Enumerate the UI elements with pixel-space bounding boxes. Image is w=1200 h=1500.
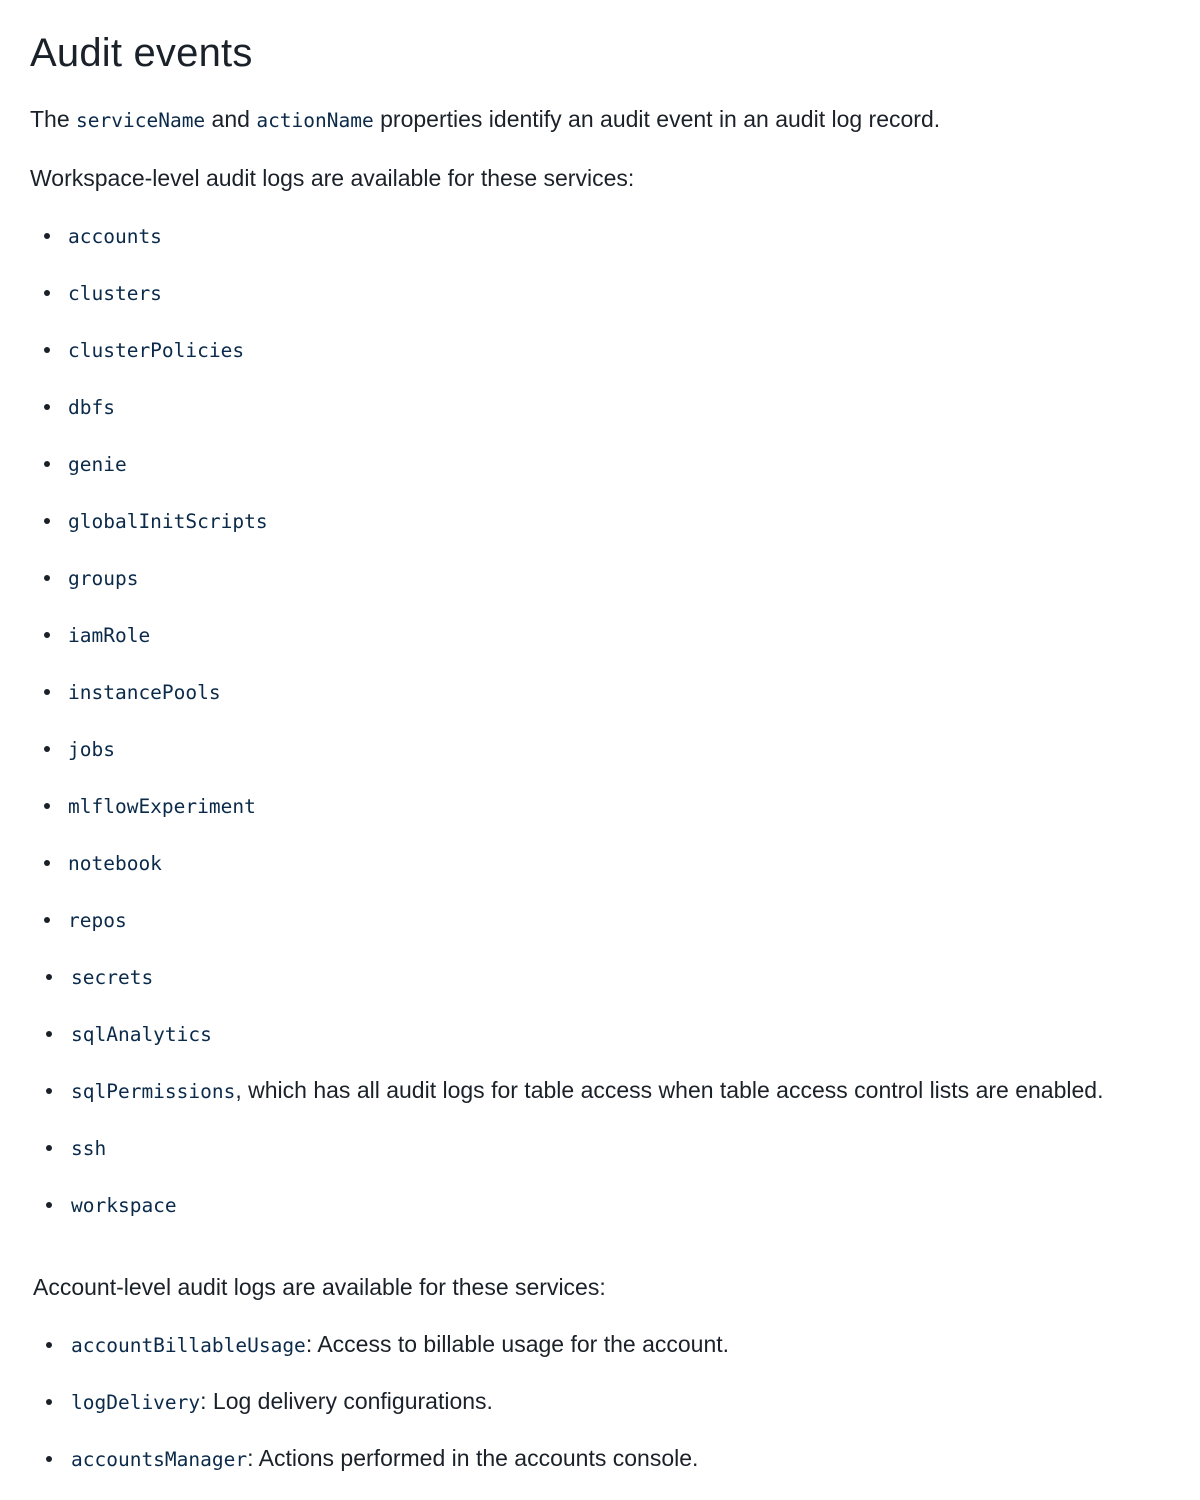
list-item <box>30 1075 1195 1132</box>
bullet-icon <box>46 1031 52 1037</box>
service-name-code: notebook <box>68 852 162 875</box>
list-item <box>30 1018 1195 1075</box>
workspace-services-list <box>30 220 1195 1246</box>
list-item <box>30 448 1195 505</box>
list-item <box>30 790 1195 847</box>
bullet-icon <box>46 1145 52 1151</box>
service-name-code: groups <box>68 567 139 590</box>
list-item <box>30 277 1195 334</box>
bullet-icon <box>44 860 50 866</box>
service-name-code: dbfs <box>68 396 115 419</box>
bullet-icon <box>44 689 50 695</box>
service-description: : Access to billable usage for the account. <box>305 1331 730 1357</box>
service-name-code: sqlPermissions <box>71 1080 236 1103</box>
bullet-icon <box>44 404 50 410</box>
list-item <box>30 1189 1195 1246</box>
bullet-icon <box>46 974 52 980</box>
page-title: Audit events <box>30 31 253 75</box>
service-name-code: instancePools <box>68 681 221 704</box>
list-item <box>30 562 1195 619</box>
bullet-icon <box>44 575 50 581</box>
service-name-code: mlflowExperiment <box>68 795 256 818</box>
bullet-icon <box>44 803 50 809</box>
bullet-icon <box>44 347 50 353</box>
bullet-icon <box>44 518 50 524</box>
bullet-icon <box>44 233 50 239</box>
list-item <box>30 505 1195 562</box>
intro-middle: and <box>205 106 257 132</box>
service-name-code: accountBillableUsage <box>71 1334 306 1357</box>
bullet-icon <box>46 1399 52 1405</box>
bullet-icon <box>44 632 50 638</box>
service-name-code: logDelivery <box>71 1391 201 1414</box>
bullet-icon <box>46 1342 52 1348</box>
service-name-code: ssh <box>71 1137 107 1160</box>
service-name-code: iamRole <box>68 624 151 647</box>
service-name-code: globalInitScripts <box>68 510 268 533</box>
list-item <box>30 619 1195 676</box>
service-description: : Log delivery configurations. <box>200 1388 493 1414</box>
list-item <box>30 391 1195 448</box>
bullet-icon <box>44 290 50 296</box>
service-name-code: genie <box>68 453 127 476</box>
workspace-intro: Workspace-level audit logs are available for these services: <box>30 165 635 191</box>
bullet-icon <box>44 917 50 923</box>
document-page <box>30 0 1195 1500</box>
bullet-icon <box>46 1088 52 1094</box>
service-name-code: accountsManager <box>71 1448 248 1471</box>
bullet-icon <box>44 746 50 752</box>
list-item <box>30 733 1195 790</box>
intro-suffix: properties identify an audit event in an audit log record. <box>373 106 941 132</box>
intro-paragraph <box>30 104 1195 136</box>
list-item <box>30 676 1195 733</box>
list-item <box>30 904 1195 961</box>
bullet-icon <box>46 1202 52 1208</box>
bullet-icon <box>44 461 50 467</box>
service-name-code: repos <box>68 909 127 932</box>
list-item <box>30 1132 1195 1189</box>
service-name-code: clusterPolicies <box>68 339 245 362</box>
code-service-name: serviceName <box>76 109 206 132</box>
account-intro: Account-level audit logs are available for these services: <box>33 1274 606 1300</box>
intro-prefix: The <box>30 106 77 132</box>
service-name-code: secrets <box>71 966 154 989</box>
list-item <box>30 1443 1195 1500</box>
list-item <box>30 847 1195 904</box>
list-item <box>30 334 1195 391</box>
code-action-name: actionName <box>256 109 374 132</box>
list-item <box>30 961 1195 1018</box>
bullet-icon <box>46 1456 52 1462</box>
list-item <box>30 1329 1195 1386</box>
service-name-code: clusters <box>68 282 162 305</box>
list-item <box>30 220 1195 277</box>
service-description: : Actions performed in the accounts console. <box>247 1445 699 1471</box>
account-services-list <box>30 1329 1195 1500</box>
service-name-code: jobs <box>68 738 115 761</box>
service-name-code: sqlAnalytics <box>71 1023 212 1046</box>
service-name-code: accounts <box>68 225 162 248</box>
service-name-code: workspace <box>71 1194 177 1217</box>
service-description: , which has all audit logs for table access when table access control lists are enabled. <box>235 1077 1104 1103</box>
list-item <box>30 1386 1195 1443</box>
